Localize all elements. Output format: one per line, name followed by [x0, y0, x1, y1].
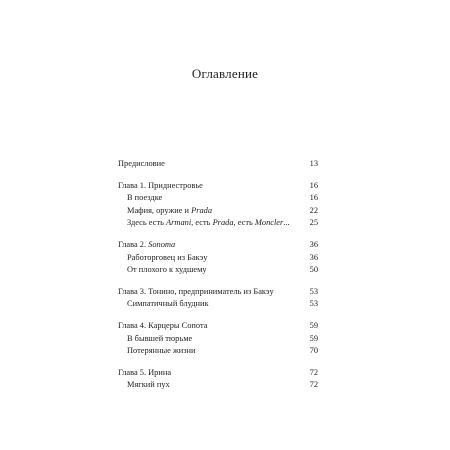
- toc-entry-chapter-2: [118, 241, 318, 254]
- toc-entry-page: 36: [309, 239, 318, 249]
- page-title: Оглавление: [191, 66, 259, 81]
- toc-entry-page: 13: [309, 159, 318, 168]
- toc-entry-chapter-4: [118, 322, 318, 335]
- toc-entry-section: [118, 347, 318, 360]
- toc-entry-label: Симпатичный блудник: [127, 299, 209, 309]
- toc-entry-label: Работорговец из Бакэу: [127, 252, 208, 262]
- toc-entry-page: 53: [309, 299, 318, 309]
- toc-entry-page: 16: [309, 193, 318, 203]
- toc-entry-label: Глава 5. Ирина: [118, 367, 172, 377]
- toc-entry-section: [118, 266, 318, 279]
- toc-entry-section: [118, 194, 318, 207]
- toc-entry-label: Потерянные жизни: [127, 346, 196, 356]
- toc-entry-section: [118, 300, 318, 313]
- toc-entry-label: Мягкий пух: [127, 380, 170, 390]
- toc-entry-label: От плохого к худшему: [127, 265, 207, 275]
- toc-entry-label: Глава 1. Приднестровье: [118, 180, 203, 190]
- toc-entry-section: [118, 219, 318, 232]
- toc-entry-preface: [118, 160, 318, 173]
- toc-entry-page: 50: [309, 265, 318, 275]
- toc-entry-page: 16: [309, 180, 318, 190]
- toc-entry-label-mixed: Глава 2. Sonoma: [118, 239, 176, 249]
- toc-entry-label: В поездке: [127, 193, 163, 203]
- toc-entry-page: 72: [309, 380, 318, 390]
- toc-entry-label-mixed: Мафия, оружие и Prada: [127, 205, 213, 215]
- toc-entry-page: 53: [309, 286, 318, 296]
- toc-entry-label: Глава 4. Карцеры Сопота: [118, 320, 208, 330]
- toc-entry-page: 59: [309, 320, 318, 330]
- toc-entry-label: Глава 3. Тонино, предприниматель из Бакэу: [118, 286, 274, 296]
- toc-entry-page: 25: [309, 218, 318, 228]
- table-of-contents: [118, 160, 318, 394]
- toc-entry-page: 70: [309, 346, 318, 356]
- toc-entry-page: 72: [309, 367, 318, 377]
- toc-entry-page: 36: [309, 252, 318, 262]
- toc-entry-page: 59: [309, 333, 318, 343]
- toc-entry-label: Предисловие: [118, 159, 165, 168]
- toc-entry-label: В бывшей тюрьме: [127, 333, 193, 343]
- toc-entry-label-mixed: Здесь есть Armani, есть Prada, есть Moncler...: [127, 218, 290, 228]
- toc-entry-section: [118, 381, 318, 394]
- toc-entry-page: 22: [309, 205, 318, 215]
